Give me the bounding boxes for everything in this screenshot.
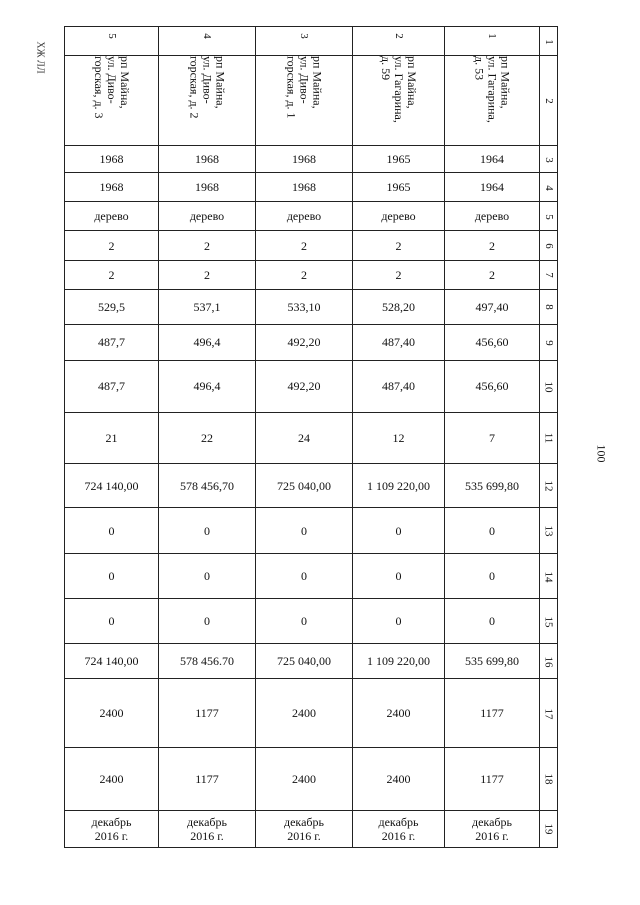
- row-number-cell: [540, 231, 558, 260]
- address-cell: [65, 56, 159, 146]
- row-number: 19: [542, 823, 555, 835]
- table-cell: 2400: [353, 747, 445, 810]
- table-cell: 0: [256, 599, 353, 644]
- table-row: [65, 173, 558, 202]
- table-cell: 2: [256, 231, 353, 260]
- row-number: 5: [542, 214, 555, 220]
- header-row-column-numbers: [65, 27, 558, 56]
- table-row: [65, 810, 558, 847]
- table-cell: 725 040,00: [256, 644, 353, 679]
- page-number: 100: [594, 444, 609, 463]
- table-cell: 529,5: [65, 289, 159, 324]
- table-cell: 2400: [353, 679, 445, 747]
- row-number: 4: [542, 185, 555, 191]
- table-cell: 0: [445, 599, 540, 644]
- table-cell: 535 699,80: [445, 463, 540, 507]
- table-cell: 533,10: [256, 289, 353, 324]
- row-number: 6: [542, 243, 555, 249]
- table-cell: декабрь 2016 г.: [445, 810, 540, 847]
- table-cell: 22: [159, 412, 256, 463]
- table-cell: 1968: [159, 146, 256, 173]
- table-cell: декабрь 2016 г.: [256, 810, 353, 847]
- table-cell: 456,60: [445, 324, 540, 360]
- row-number-cell: [540, 289, 558, 324]
- row-number: 18: [542, 773, 555, 785]
- header-row-addresses: [65, 56, 558, 146]
- table-cell: 0: [256, 508, 353, 554]
- table-cell: 487,7: [65, 360, 159, 412]
- row-number: 14: [542, 571, 555, 583]
- table-cell: 2400: [65, 747, 159, 810]
- table-cell: 1965: [353, 146, 445, 173]
- address-text: рп Майна, ул. Диво- горская, д. 1: [284, 56, 325, 119]
- row-number: 9: [542, 339, 555, 346]
- table-cell: дерево: [65, 202, 159, 231]
- row-number-cell: [540, 599, 558, 644]
- table-cell: 0: [445, 554, 540, 599]
- column-number-cell: [256, 27, 353, 56]
- column-number: 4: [201, 33, 213, 39]
- row-number: 2: [542, 98, 555, 104]
- row-number: 8: [542, 304, 555, 310]
- table-cell: 0: [159, 554, 256, 599]
- table-cell: 0: [353, 599, 445, 644]
- table-cell: 497,40: [445, 289, 540, 324]
- table-cell: 2: [65, 260, 159, 289]
- table-cell: 2: [65, 231, 159, 260]
- row-number-cell: [540, 324, 558, 360]
- address-text: рп Майна, ул. Гагарина, д. 53: [472, 56, 513, 124]
- table-cell: дерево: [159, 202, 256, 231]
- table-cell: 1968: [65, 173, 159, 202]
- row-number: 10: [542, 381, 555, 393]
- table-cell: 1968: [256, 146, 353, 173]
- table-cell: 24: [256, 412, 353, 463]
- table-cell: 1968: [159, 173, 256, 202]
- row-number-cell: [540, 146, 558, 173]
- row-number-cell: [540, 747, 558, 810]
- table-cell: 1968: [65, 146, 159, 173]
- table-cell: 2: [445, 231, 540, 260]
- column-number-cell: [65, 27, 159, 56]
- table-cell: 496,4: [159, 360, 256, 412]
- row-number: 3: [542, 157, 555, 163]
- table-cell: 0: [256, 554, 353, 599]
- row-number: 15: [542, 616, 555, 628]
- table-cell: 1177: [445, 747, 540, 810]
- table-cell: 0: [159, 508, 256, 554]
- table-cell: 1965: [353, 173, 445, 202]
- table-cell: 1 109 220,00: [353, 463, 445, 507]
- row-number: 1: [542, 38, 555, 45]
- table-cell: 0: [65, 554, 159, 599]
- column-number: 5: [105, 33, 118, 39]
- table-cell: 535 699,80: [445, 644, 540, 679]
- table-row: [65, 747, 558, 810]
- row-number: 11: [542, 433, 555, 444]
- table-cell: 578 456,70: [159, 463, 256, 507]
- table-cell: 724 140,00: [65, 463, 159, 507]
- table-cell: 1177: [445, 679, 540, 747]
- table-cell: 2400: [256, 747, 353, 810]
- table-cell: 2: [353, 231, 445, 260]
- table-cell: 0: [159, 599, 256, 644]
- table-cell: 0: [65, 508, 159, 554]
- table-row: [65, 202, 558, 231]
- row-number-cell: [540, 27, 558, 56]
- table-cell: 496,4: [159, 324, 256, 360]
- table-cell: 12: [353, 412, 445, 463]
- table-cell: 578 456.70: [159, 644, 256, 679]
- row-number-cell: [540, 360, 558, 412]
- table-row: [65, 463, 558, 507]
- table-row: [65, 146, 558, 173]
- table-cell: 487,7: [65, 324, 159, 360]
- column-number: 1: [486, 33, 498, 39]
- column-number-cell: [445, 27, 540, 56]
- column-number: 2: [392, 33, 405, 39]
- table-cell: 1177: [159, 679, 256, 747]
- row-number-cell: [540, 202, 558, 231]
- row-number: 12: [542, 480, 555, 492]
- table-cell: 456,60: [445, 360, 540, 412]
- table-cell: 725 040,00: [256, 463, 353, 507]
- table-cell: 2: [159, 260, 256, 289]
- table-row: [65, 289, 558, 324]
- row-number: 17: [542, 708, 555, 720]
- table-row: [65, 679, 558, 747]
- table-cell: 0: [65, 599, 159, 644]
- table-row: [65, 260, 558, 289]
- row-number-cell: [540, 173, 558, 202]
- table-row: [65, 644, 558, 679]
- table-cell: 1964: [445, 146, 540, 173]
- table-cell: 1964: [445, 173, 540, 202]
- row-number: 7: [542, 272, 555, 278]
- table-cell: 487,40: [353, 360, 445, 412]
- table-cell: дерево: [353, 202, 445, 231]
- table-row: [65, 554, 558, 599]
- address-cell: [256, 56, 353, 146]
- row-number-cell: [540, 463, 558, 507]
- table-cell: 7: [445, 412, 540, 463]
- table-cell: 2: [445, 260, 540, 289]
- table-cell: дерево: [256, 202, 353, 231]
- table-cell: декабрь 2016 г.: [353, 810, 445, 847]
- table-cell: 1 109 220,00: [353, 644, 445, 679]
- address-text: рп Майна, ул. Диво- горская, д. 3: [92, 56, 132, 119]
- column-number-cell: [353, 27, 445, 56]
- table-row: [65, 231, 558, 260]
- table-cell: 2: [159, 231, 256, 260]
- table-cell: 492,20: [256, 324, 353, 360]
- row-number-cell: [540, 644, 558, 679]
- table-cell: 1177: [159, 747, 256, 810]
- table-row: [65, 360, 558, 412]
- table-cell: 492,20: [256, 360, 353, 412]
- row-number-cell: [540, 679, 558, 747]
- table-row: [65, 599, 558, 644]
- table-row: [65, 324, 558, 360]
- table-cell: декабрь 2016 г.: [65, 810, 159, 847]
- table-cell: дерево: [445, 202, 540, 231]
- table-cell: 2400: [65, 679, 159, 747]
- column-number: 3: [298, 33, 310, 39]
- table-cell: 0: [445, 508, 540, 554]
- table-cell: 1968: [256, 173, 353, 202]
- address-text: рп Майна, ул. Гагарина, д. 59: [379, 56, 419, 124]
- table-row: [65, 508, 558, 554]
- table-cell: 2: [353, 260, 445, 289]
- table-row: [65, 412, 558, 463]
- table-cell: 0: [353, 508, 445, 554]
- row-number: 16: [542, 656, 555, 668]
- address-cell: [353, 56, 445, 146]
- address-cell: [159, 56, 256, 146]
- table-cell: 2: [256, 260, 353, 289]
- table-cell: 0: [353, 554, 445, 599]
- table-cell: 537,1: [159, 289, 256, 324]
- table-cell: 528,20: [353, 289, 445, 324]
- table-cell: 21: [65, 412, 159, 463]
- address-cell: [445, 56, 540, 146]
- address-text: рп Майна, ул. Диво- горская, д. 2: [187, 56, 228, 119]
- table-cell: 724 140,00: [65, 644, 159, 679]
- row-number-cell: [540, 56, 558, 146]
- row-number-cell: [540, 260, 558, 289]
- table-cell: декабрь 2016 г.: [159, 810, 256, 847]
- column-number-cell: [159, 27, 256, 56]
- data-table: [64, 26, 558, 848]
- row-number-cell: [540, 554, 558, 599]
- row-number-cell: [540, 508, 558, 554]
- row-number: 13: [542, 525, 555, 537]
- margin-mark: ХЖ ЛЛ: [34, 41, 46, 74]
- table-cell: 487,40: [353, 324, 445, 360]
- row-number-cell: [540, 810, 558, 847]
- table-cell: 2400: [256, 679, 353, 747]
- row-number-cell: [540, 412, 558, 463]
